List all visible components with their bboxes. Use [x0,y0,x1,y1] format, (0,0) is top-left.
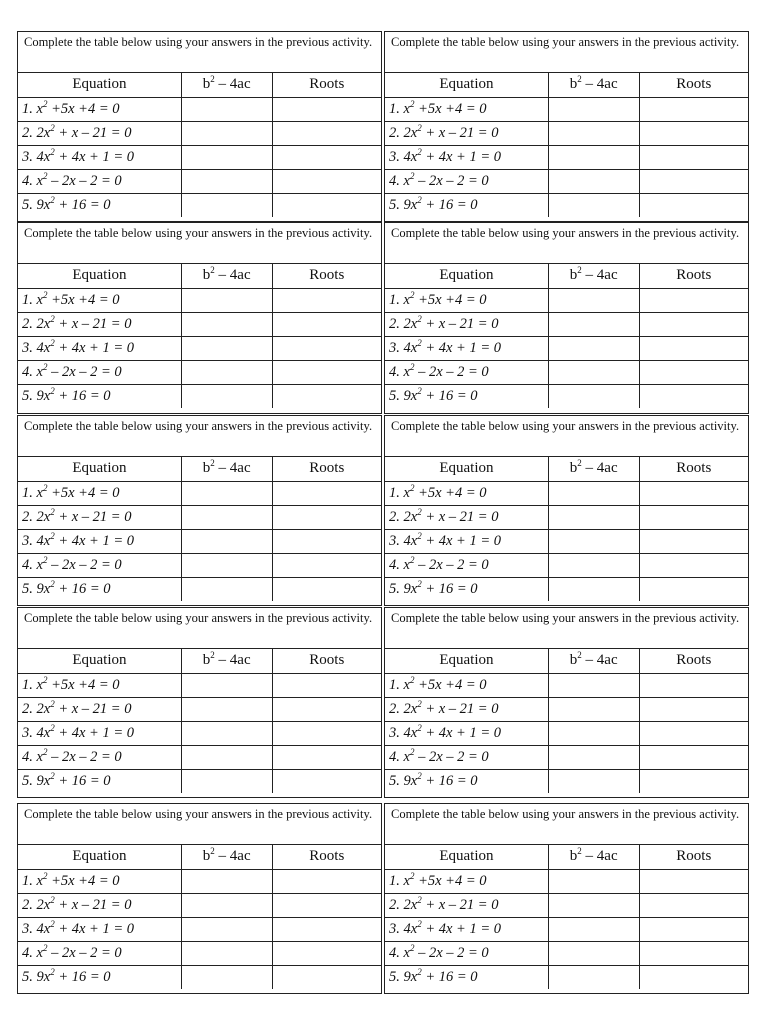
answer-table [18,845,381,989]
roots-answer-cell[interactable] [272,384,381,408]
table-row [385,360,748,384]
equation-cell: 4. $x^2 - 2x - 2 = 0$ [385,169,548,193]
instruction-text: Complete the table below using your answers in the previous activity. [385,416,748,457]
instruction-text: Complete the table below using your answers in the previous activity. [18,223,381,264]
equation-cell: 5. $9x^2 + 16 = 0$ [385,577,548,601]
discriminant-answer-cell[interactable] [548,721,639,745]
discriminant-header: $b^2 - 4ac$ [181,649,272,673]
equation-cell: 2. $2x^2 + x - 21 = 0$ [18,312,181,336]
roots-answer-cell[interactable] [639,769,748,793]
discriminant-answer-cell[interactable] [548,336,639,360]
discriminant-answer-cell[interactable] [548,553,639,577]
table-row [18,577,381,601]
discriminant-answer-cell[interactable] [181,288,272,312]
equation-cell: 5. $9x^2 + 16 = 0$ [18,577,181,601]
equation-cell: 5. $9x^2 + 16 = 0$ [385,384,548,408]
equation-cell: 3. $4x^2 + 4x + 1 = 0$ [18,917,181,941]
table-row [18,312,381,336]
roots-answer-cell[interactable] [272,553,381,577]
table-row [18,481,381,505]
roots-answer-cell[interactable] [272,121,381,145]
roots-answer-cell[interactable] [272,505,381,529]
table-row [385,336,748,360]
table-header-row [385,845,748,869]
roots-answer-cell[interactable] [272,145,381,169]
discriminant-answer-cell[interactable] [548,577,639,601]
equation-cell: 5. $9x^2 + 16 = 0$ [18,769,181,793]
discriminant-answer-cell[interactable] [181,384,272,408]
table-header-row [18,457,381,481]
equation-header: Equation [385,264,548,288]
worksheet-card [17,31,382,222]
discriminant-answer-cell[interactable] [548,769,639,793]
roots-answer-cell[interactable] [272,673,381,697]
instruction-text: Complete the table below using your answers in the previous activity. [385,608,748,649]
table-row [385,917,748,941]
roots-answer-cell[interactable] [639,505,748,529]
equation-cell: 5. $9x^2 + 16 = 0$ [18,193,181,217]
equation-header: Equation [18,649,181,673]
discriminant-answer-cell[interactable] [181,169,272,193]
table-row [18,145,381,169]
discriminant-answer-cell[interactable] [548,481,639,505]
equation-cell: 2. $2x^2 + x - 21 = 0$ [385,312,548,336]
roots-answer-cell[interactable] [639,577,748,601]
equation-cell: 3. $4x^2 + 4x + 1 = 0$ [385,721,548,745]
roots-answer-cell[interactable] [272,97,381,121]
worksheet-card [17,222,382,414]
table-row [18,673,381,697]
table-row [385,97,748,121]
discriminant-answer-cell[interactable] [181,481,272,505]
table-row [385,941,748,965]
table-header-row [18,845,381,869]
equation-cell: 2. $2x^2 + x - 21 = 0$ [18,893,181,917]
equation-header: Equation [385,649,548,673]
discriminant-answer-cell[interactable] [548,745,639,769]
table-header-row [385,649,748,673]
equation-cell: 2. $2x^2 + x - 21 = 0$ [385,505,548,529]
equation-cell: 1. $x^2 +5x +4 = 0$ [385,673,548,697]
table-row [18,193,381,217]
roots-answer-cell[interactable] [639,97,748,121]
discriminant-answer-cell[interactable] [181,917,272,941]
discriminant-answer-cell[interactable] [548,505,639,529]
discriminant-answer-cell[interactable] [548,869,639,893]
roots-answer-cell[interactable] [272,169,381,193]
discriminant-header: $b^2 - 4ac$ [548,457,639,481]
equation-cell: 3. $4x^2 + 4x + 1 = 0$ [385,336,548,360]
table-header-row [18,649,381,673]
discriminant-answer-cell[interactable] [548,193,639,217]
equation-cell: 2. $2x^2 + x - 21 = 0$ [385,893,548,917]
table-row [385,553,748,577]
table-header-row [18,73,381,97]
discriminant-header: $b^2 - 4ac$ [548,73,639,97]
roots-answer-cell[interactable] [272,745,381,769]
roots-answer-cell[interactable] [639,360,748,384]
discriminant-answer-cell[interactable] [548,360,639,384]
answer-table [385,845,748,989]
equation-cell: 1. $x^2 +5x +4 = 0$ [18,288,181,312]
answer-table [18,264,381,408]
discriminant-answer-cell[interactable] [181,553,272,577]
discriminant-header: $b^2 - 4ac$ [181,73,272,97]
table-row [385,312,748,336]
table-header-row [385,457,748,481]
roots-answer-cell[interactable] [272,360,381,384]
equation-cell: 4. $x^2 - 2x - 2 = 0$ [18,169,181,193]
answer-table [385,457,748,601]
equation-cell: 3. $4x^2 + 4x + 1 = 0$ [385,145,548,169]
instruction-text: Complete the table below using your answers in the previous activity. [18,32,381,73]
roots-answer-cell[interactable] [272,481,381,505]
discriminant-answer-cell[interactable] [181,505,272,529]
roots-answer-cell[interactable] [639,673,748,697]
discriminant-answer-cell[interactable] [548,97,639,121]
discriminant-answer-cell[interactable] [181,529,272,553]
table-row [18,553,381,577]
equation-cell: 1. $x^2 +5x +4 = 0$ [385,869,548,893]
discriminant-answer-cell[interactable] [181,869,272,893]
table-row [385,869,748,893]
equation-cell: 4. $x^2 - 2x - 2 = 0$ [18,553,181,577]
instruction-text: Complete the table below using your answers in the previous activity. [18,804,381,845]
equation-cell: 2. $2x^2 + x - 21 = 0$ [18,505,181,529]
table-header-row [385,264,748,288]
roots-header: Roots [639,264,748,288]
equation-cell: 5. $9x^2 + 16 = 0$ [18,384,181,408]
roots-header: Roots [272,73,381,97]
roots-answer-cell[interactable] [272,965,381,989]
answer-table [18,649,381,793]
discriminant-header: $b^2 - 4ac$ [181,264,272,288]
instruction-text: Complete the table below using your answers in the previous activity. [18,416,381,457]
instruction-text: Complete the table below using your answers in the previous activity. [385,223,748,264]
roots-header: Roots [272,649,381,673]
discriminant-answer-cell[interactable] [548,312,639,336]
equation-cell: 2. $2x^2 + x - 21 = 0$ [18,121,181,145]
roots-header: Roots [639,649,748,673]
discriminant-answer-cell[interactable] [181,577,272,601]
equation-cell: 4. $x^2 - 2x - 2 = 0$ [18,360,181,384]
discriminant-answer-cell[interactable] [181,965,272,989]
table-row [18,121,381,145]
equation-header: Equation [18,264,181,288]
discriminant-answer-cell[interactable] [181,145,272,169]
instruction-text: Complete the table below using your answers in the previous activity. [18,608,381,649]
answer-table [18,457,381,601]
table-row [385,965,748,989]
roots-answer-cell[interactable] [639,121,748,145]
table-row [18,360,381,384]
equation-cell: 3. $4x^2 + 4x + 1 = 0$ [18,529,181,553]
table-row [385,505,748,529]
roots-header: Roots [272,264,381,288]
roots-answer-cell[interactable] [639,336,748,360]
equation-cell: 5. $9x^2 + 16 = 0$ [18,965,181,989]
equation-cell: 3. $4x^2 + 4x + 1 = 0$ [385,917,548,941]
discriminant-answer-cell[interactable] [548,529,639,553]
table-row [385,769,748,793]
equation-cell: 4. $x^2 - 2x - 2 = 0$ [18,941,181,965]
equation-header: Equation [385,845,548,869]
roots-answer-cell[interactable] [639,941,748,965]
table-row [385,745,748,769]
table-row [18,721,381,745]
worksheet-card [384,222,749,414]
table-row [18,769,381,793]
roots-answer-cell[interactable] [639,721,748,745]
discriminant-header: $b^2 - 4ac$ [548,845,639,869]
roots-answer-cell[interactable] [639,745,748,769]
discriminant-answer-cell[interactable] [548,288,639,312]
table-row [385,169,748,193]
equation-cell: 1. $x^2 +5x +4 = 0$ [385,481,548,505]
equation-cell: 5. $9x^2 + 16 = 0$ [385,193,548,217]
equation-cell: 4. $x^2 - 2x - 2 = 0$ [385,553,548,577]
equation-header: Equation [18,457,181,481]
table-row [18,505,381,529]
table-header-row [18,264,381,288]
equation-cell: 4. $x^2 - 2x - 2 = 0$ [385,360,548,384]
table-row [18,336,381,360]
equation-header: Equation [18,845,181,869]
equation-cell: 3. $4x^2 + 4x + 1 = 0$ [18,145,181,169]
discriminant-answer-cell[interactable] [181,97,272,121]
table-row [385,893,748,917]
roots-answer-cell[interactable] [639,893,748,917]
equation-cell: 3. $4x^2 + 4x + 1 = 0$ [18,721,181,745]
discriminant-answer-cell[interactable] [548,965,639,989]
equation-cell: 3. $4x^2 + 4x + 1 = 0$ [385,529,548,553]
roots-answer-cell[interactable] [639,145,748,169]
worksheet-card [17,607,382,798]
discriminant-answer-cell[interactable] [181,697,272,721]
discriminant-answer-cell[interactable] [548,941,639,965]
roots-answer-cell[interactable] [639,917,748,941]
discriminant-header: $b^2 - 4ac$ [548,264,639,288]
answer-table [385,649,748,793]
table-row [18,941,381,965]
worksheet-card [384,415,749,606]
roots-answer-cell[interactable] [272,917,381,941]
roots-answer-cell[interactable] [272,941,381,965]
table-row [18,697,381,721]
discriminant-answer-cell[interactable] [181,893,272,917]
discriminant-header: $b^2 - 4ac$ [548,649,639,673]
discriminant-answer-cell[interactable] [548,384,639,408]
discriminant-answer-cell[interactable] [181,673,272,697]
roots-answer-cell[interactable] [272,577,381,601]
table-row [385,721,748,745]
equation-cell: 1. $x^2 +5x +4 = 0$ [18,869,181,893]
discriminant-header: $b^2 - 4ac$ [181,457,272,481]
roots-answer-cell[interactable] [639,553,748,577]
table-row [18,893,381,917]
roots-answer-cell[interactable] [639,965,748,989]
equation-cell: 4. $x^2 - 2x - 2 = 0$ [385,745,548,769]
roots-answer-cell[interactable] [272,721,381,745]
worksheet-card [17,415,382,606]
equation-cell: 5. $9x^2 + 16 = 0$ [385,769,548,793]
answer-table [385,73,748,217]
equation-cell: 4. $x^2 - 2x - 2 = 0$ [385,941,548,965]
worksheet-card [384,803,749,994]
equation-cell: 2. $2x^2 + x - 21 = 0$ [385,697,548,721]
roots-header: Roots [639,457,748,481]
table-row [18,869,381,893]
discriminant-answer-cell[interactable] [181,336,272,360]
equation-cell: 2. $2x^2 + x - 21 = 0$ [385,121,548,145]
instruction-text: Complete the table below using your answers in the previous activity. [385,804,748,845]
equation-cell: 1. $x^2 +5x +4 = 0$ [18,673,181,697]
equation-cell: 4. $x^2 - 2x - 2 = 0$ [18,745,181,769]
equation-cell: 1. $x^2 +5x +4 = 0$ [385,288,548,312]
answer-table [385,264,748,408]
table-row [385,697,748,721]
roots-answer-cell[interactable] [639,384,748,408]
equation-cell: 5. $9x^2 + 16 = 0$ [385,965,548,989]
discriminant-answer-cell[interactable] [181,941,272,965]
discriminant-answer-cell[interactable] [548,169,639,193]
roots-answer-cell[interactable] [272,529,381,553]
table-row [385,121,748,145]
discriminant-answer-cell[interactable] [548,917,639,941]
equation-header: Equation [385,73,548,97]
roots-answer-cell[interactable] [639,312,748,336]
table-row [18,965,381,989]
discriminant-answer-cell[interactable] [181,721,272,745]
table-row [385,673,748,697]
discriminant-answer-cell[interactable] [548,673,639,697]
roots-header: Roots [639,845,748,869]
roots-answer-cell[interactable] [639,288,748,312]
worksheet-card [17,803,382,994]
roots-answer-cell[interactable] [272,312,381,336]
roots-header: Roots [272,457,381,481]
roots-answer-cell[interactable] [639,697,748,721]
equation-header: Equation [385,457,548,481]
roots-answer-cell[interactable] [639,869,748,893]
discriminant-answer-cell[interactable] [548,145,639,169]
table-row [385,384,748,408]
equation-cell: 1. $x^2 +5x +4 = 0$ [385,97,548,121]
table-row [18,384,381,408]
table-row [18,745,381,769]
discriminant-answer-cell[interactable] [548,893,639,917]
answer-table [18,73,381,217]
discriminant-answer-cell[interactable] [181,312,272,336]
roots-answer-cell[interactable] [272,893,381,917]
roots-answer-cell[interactable] [272,869,381,893]
equation-cell: 3. $4x^2 + 4x + 1 = 0$ [18,336,181,360]
table-row [385,577,748,601]
roots-answer-cell[interactable] [639,529,748,553]
worksheet-card [384,607,749,798]
table-row [18,169,381,193]
roots-header: Roots [639,73,748,97]
roots-answer-cell[interactable] [639,481,748,505]
equation-cell: 1. $x^2 +5x +4 = 0$ [18,481,181,505]
discriminant-answer-cell[interactable] [181,360,272,384]
discriminant-header: $b^2 - 4ac$ [181,845,272,869]
worksheet-card [384,31,749,222]
equation-cell: 1. $x^2 +5x +4 = 0$ [18,97,181,121]
roots-answer-cell[interactable] [272,697,381,721]
table-row [18,97,381,121]
table-row [18,529,381,553]
discriminant-answer-cell[interactable] [181,193,272,217]
discriminant-answer-cell[interactable] [181,745,272,769]
discriminant-answer-cell[interactable] [181,121,272,145]
table-row [385,529,748,553]
equation-cell: 2. $2x^2 + x - 21 = 0$ [18,697,181,721]
roots-answer-cell[interactable] [272,288,381,312]
roots-answer-cell[interactable] [639,169,748,193]
table-row [18,917,381,941]
discriminant-answer-cell[interactable] [548,121,639,145]
roots-answer-cell[interactable] [272,193,381,217]
table-row [385,288,748,312]
discriminant-answer-cell[interactable] [181,769,272,793]
roots-answer-cell[interactable] [639,193,748,217]
instruction-text: Complete the table below using your answers in the previous activity. [385,32,748,73]
roots-answer-cell[interactable] [272,769,381,793]
roots-answer-cell[interactable] [272,336,381,360]
equation-header: Equation [18,73,181,97]
table-row [18,288,381,312]
discriminant-answer-cell[interactable] [548,697,639,721]
table-row [385,193,748,217]
table-header-row [385,73,748,97]
roots-header: Roots [272,845,381,869]
table-row [385,145,748,169]
table-row [385,481,748,505]
